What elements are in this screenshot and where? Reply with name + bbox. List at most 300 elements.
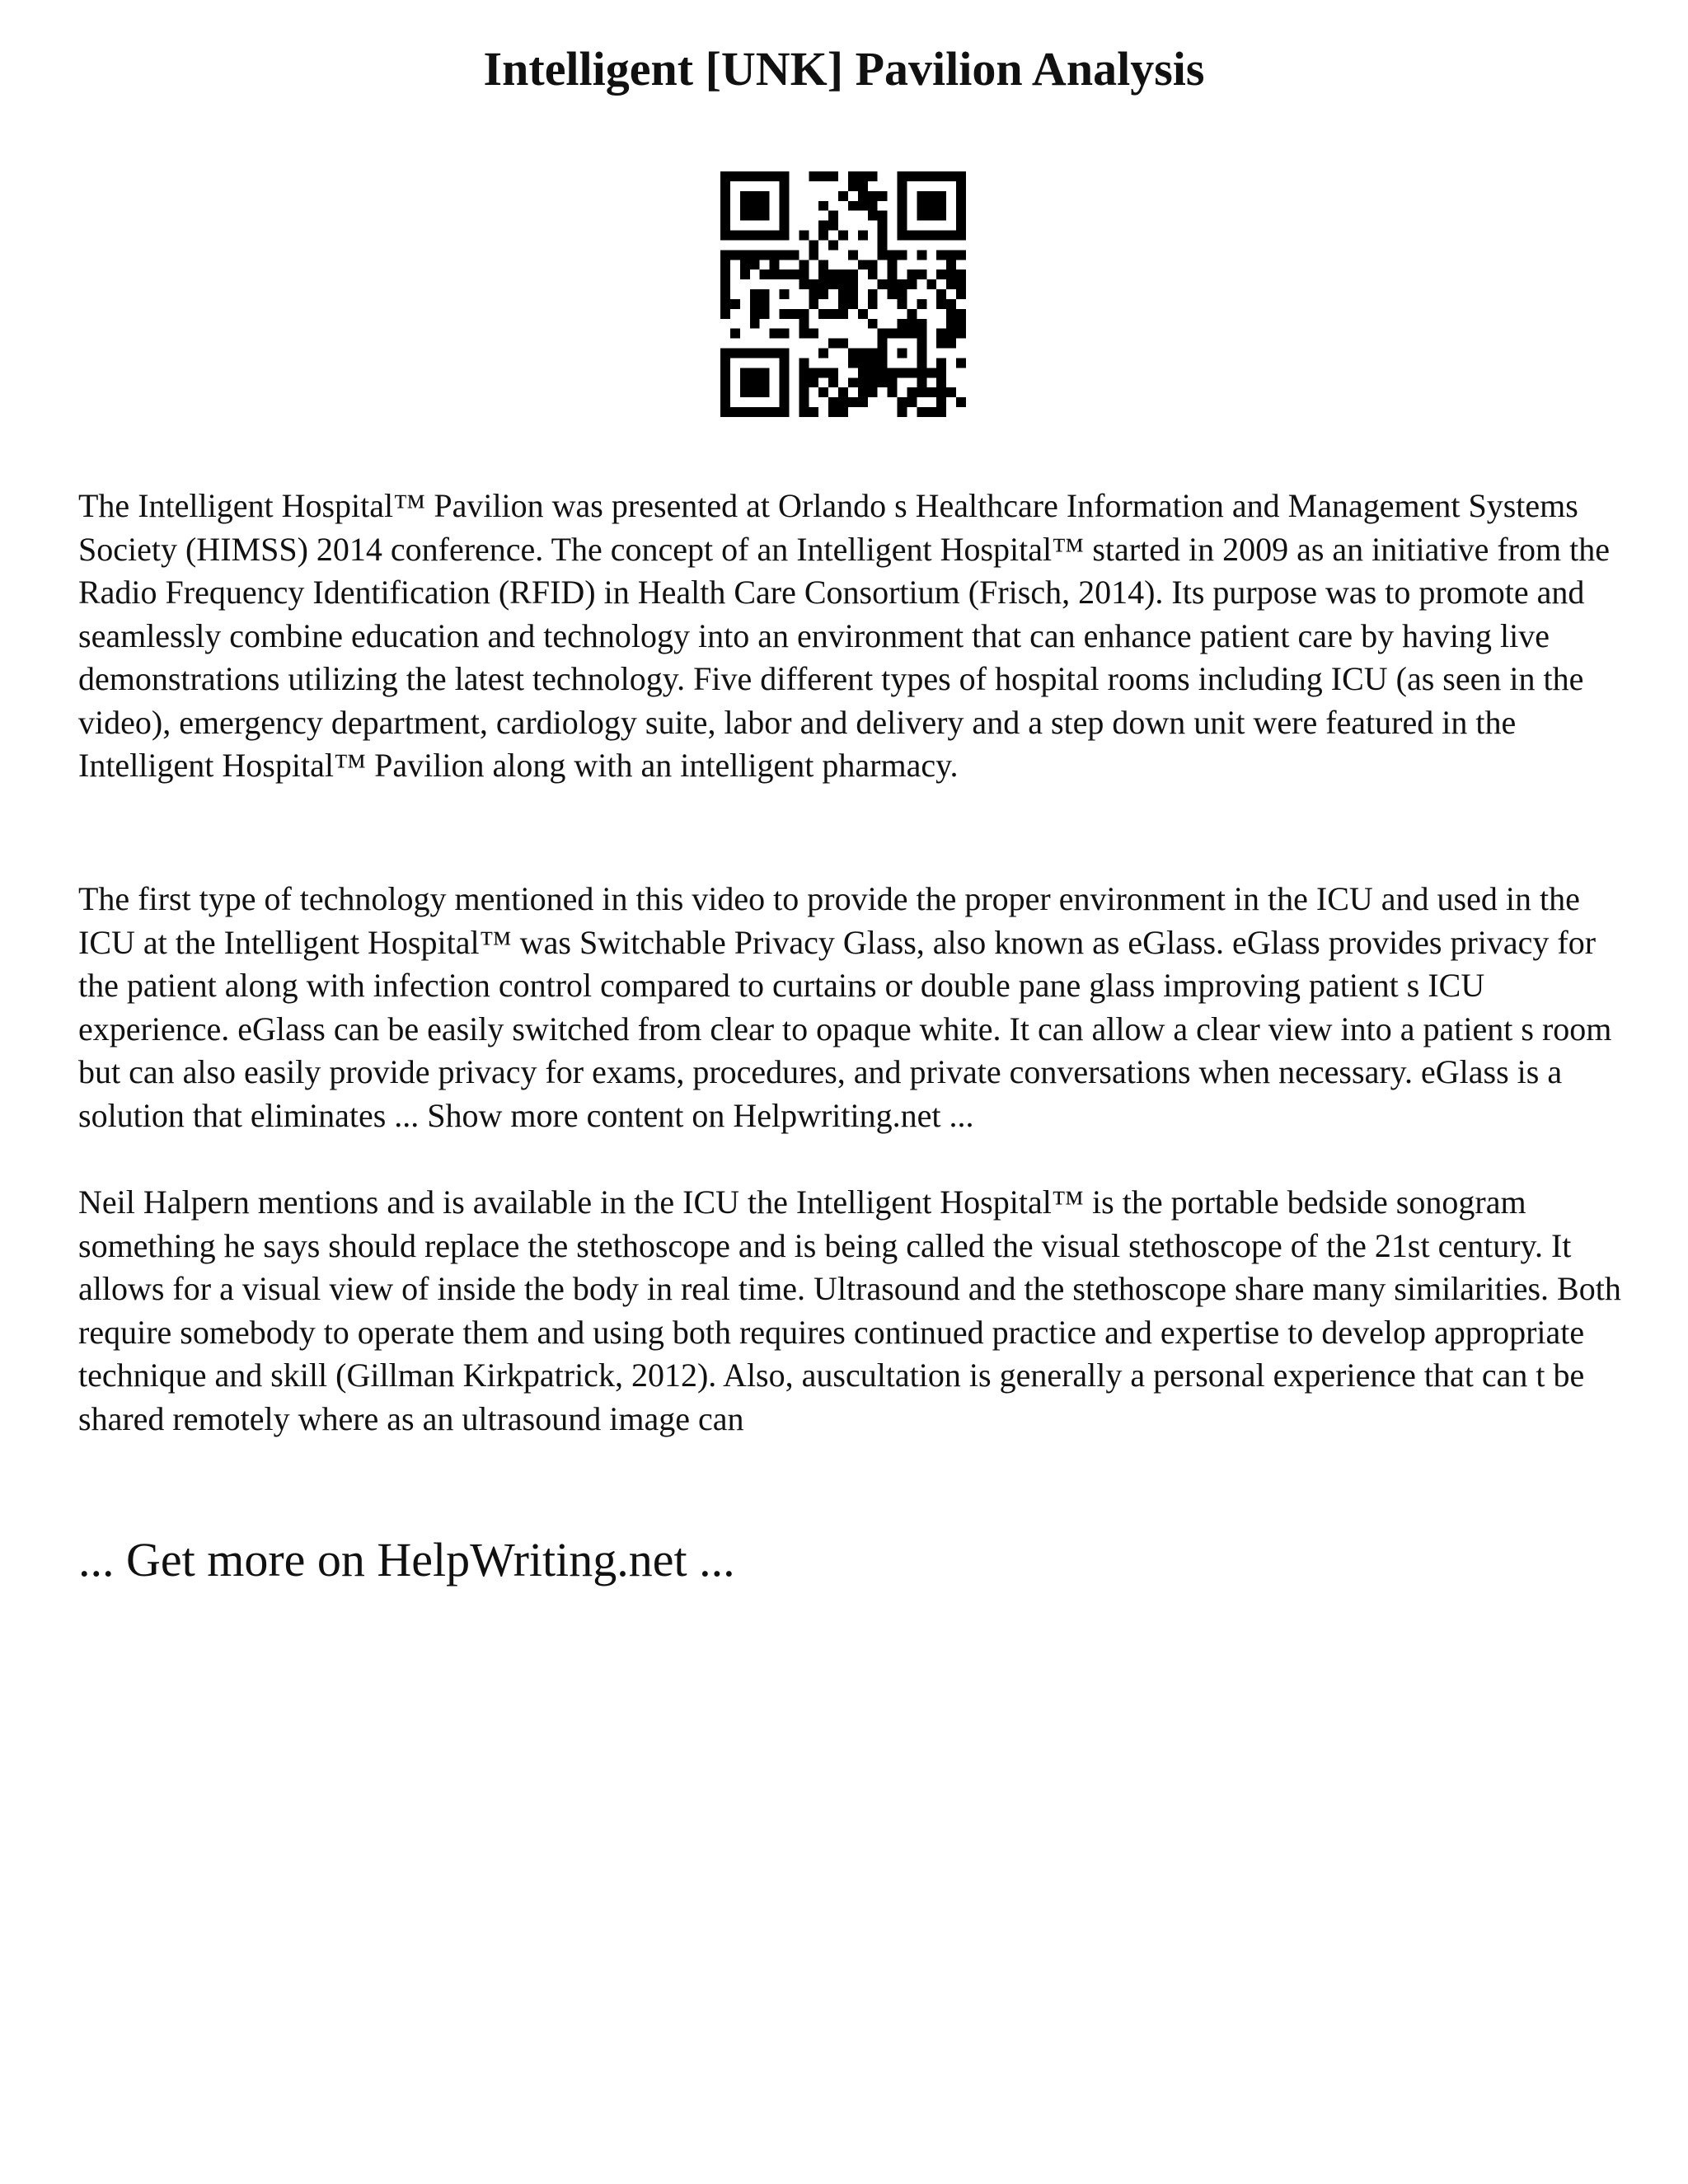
qr-module bbox=[926, 231, 936, 241]
qr-module bbox=[946, 309, 956, 319]
qr-module bbox=[956, 201, 966, 211]
qr-module bbox=[956, 329, 966, 339]
qr-module bbox=[720, 171, 730, 181]
qr-module bbox=[720, 387, 730, 397]
qr-module bbox=[936, 339, 946, 349]
qr-module bbox=[926, 368, 936, 377]
qr-module bbox=[946, 260, 956, 269]
qr-module bbox=[898, 279, 907, 289]
qr-module bbox=[740, 387, 750, 397]
qr-module bbox=[898, 171, 907, 181]
qr-module bbox=[730, 299, 740, 309]
qr-module bbox=[946, 329, 956, 339]
qr-module bbox=[789, 269, 799, 279]
qr-module bbox=[770, 329, 780, 339]
qr-module bbox=[848, 181, 858, 191]
qr-module bbox=[956, 279, 966, 289]
qr-module bbox=[838, 299, 848, 309]
qr-module bbox=[917, 329, 926, 339]
qr-module bbox=[818, 279, 828, 289]
qr-module bbox=[809, 377, 818, 387]
qr-module bbox=[936, 191, 946, 201]
qr-module bbox=[750, 309, 760, 319]
qr-module bbox=[760, 349, 770, 359]
qr-module bbox=[809, 171, 818, 181]
qr-module bbox=[740, 201, 750, 211]
qr-module bbox=[907, 397, 917, 407]
qr-module bbox=[868, 260, 878, 269]
qr-module bbox=[799, 260, 809, 269]
qr-module bbox=[868, 211, 878, 221]
qr-code-graphic bbox=[720, 171, 966, 417]
qr-module bbox=[799, 269, 809, 279]
qr-module bbox=[720, 211, 730, 221]
qr-module bbox=[809, 240, 818, 250]
qr-module bbox=[888, 368, 898, 377]
qr-module bbox=[926, 211, 936, 221]
qr-module bbox=[936, 397, 946, 407]
qr-module bbox=[917, 211, 926, 221]
qr-module bbox=[858, 387, 868, 397]
qr-module bbox=[740, 368, 750, 377]
qr-module bbox=[828, 309, 838, 319]
document-title: Intelligent [UNK] Pavilion Analysis bbox=[483, 42, 1205, 96]
qr-module bbox=[878, 368, 888, 377]
qr-module bbox=[936, 231, 946, 241]
qr-module bbox=[888, 289, 898, 299]
qr-module bbox=[848, 171, 858, 181]
qr-module bbox=[799, 407, 809, 417]
qr-module bbox=[917, 231, 926, 241]
qr-module bbox=[750, 377, 760, 387]
qr-module bbox=[956, 397, 966, 407]
qr-module bbox=[848, 397, 858, 407]
qr-module bbox=[898, 319, 907, 329]
qr-module bbox=[946, 171, 956, 181]
qr-module bbox=[828, 279, 838, 289]
qr-module bbox=[848, 289, 858, 299]
qr-module bbox=[720, 201, 730, 211]
qr-module bbox=[720, 269, 730, 279]
qr-module bbox=[868, 377, 878, 387]
qr-module bbox=[828, 397, 838, 407]
qr-module bbox=[868, 191, 878, 201]
qr-module bbox=[936, 171, 946, 181]
qr-module bbox=[750, 319, 760, 329]
qr-module bbox=[848, 349, 858, 359]
qr-module bbox=[946, 231, 956, 241]
qr-module bbox=[760, 201, 770, 211]
qr-module bbox=[946, 279, 956, 289]
qr-module bbox=[760, 309, 770, 319]
qr-module bbox=[848, 279, 858, 289]
qr-module bbox=[858, 349, 868, 359]
qr-module bbox=[898, 211, 907, 221]
qr-module bbox=[818, 231, 828, 241]
qr-module bbox=[740, 211, 750, 221]
qr-module bbox=[868, 201, 878, 211]
qr-module bbox=[809, 299, 818, 309]
qr-module bbox=[946, 250, 956, 260]
qr-module bbox=[868, 358, 878, 368]
qr-module bbox=[848, 269, 858, 279]
qr-module bbox=[750, 201, 760, 211]
qr-module bbox=[838, 279, 848, 289]
qr-module bbox=[838, 269, 848, 279]
qr-module bbox=[750, 191, 760, 201]
qr-module bbox=[956, 221, 966, 231]
qr-module bbox=[799, 377, 809, 387]
qr-module bbox=[789, 250, 799, 260]
qr-module bbox=[956, 231, 966, 241]
qr-module bbox=[780, 368, 790, 377]
qr-module bbox=[789, 309, 799, 319]
qr-module bbox=[907, 387, 917, 397]
paragraph-intro: The Intelligent Hospital™ Pavilion was presented at Orlando s Healthcare Information and Management Systems Society (HIMSS) 2014 conference. The concept of an Intelligent Hospital™ started in 2009 as an initiative from the Radio Frequency Identification (RFID) in Health Care Consortium (Frisch, 2014). Its purpose was to promote and seamlessly combine education and technology into an environment that can enhance patient care by having live demonstrations utilizing the latest technology. Five different types of hospital rooms including ICU (as seen in the video), emergency department, cardiology suite, labor and delivery and a step down unit were featured in the Intelligent Hospital™ Pavilion along with an intelligent pharmacy. bbox=[78, 487, 1610, 784]
qr-module bbox=[760, 368, 770, 377]
qr-module bbox=[917, 269, 926, 279]
qr-module bbox=[907, 171, 917, 181]
qr-module bbox=[936, 407, 946, 417]
qr-module bbox=[838, 231, 848, 241]
qr-module bbox=[760, 377, 770, 387]
qr-module bbox=[780, 329, 790, 339]
qr-module bbox=[917, 250, 926, 260]
qr-module bbox=[740, 269, 750, 279]
qr-module bbox=[730, 349, 740, 359]
qr-module bbox=[740, 171, 750, 181]
qr-module bbox=[818, 368, 828, 377]
qr-module bbox=[936, 368, 946, 377]
qr-module bbox=[818, 171, 828, 181]
qr-module bbox=[878, 329, 888, 339]
qr-module bbox=[917, 407, 926, 417]
qr-module bbox=[888, 377, 898, 387]
qr-module bbox=[760, 191, 770, 201]
qr-module bbox=[956, 358, 966, 368]
qr-module bbox=[838, 387, 848, 397]
qr-module bbox=[760, 299, 770, 309]
qr-module bbox=[720, 368, 730, 377]
qr-module bbox=[809, 279, 818, 289]
qr-module bbox=[838, 309, 848, 319]
qr-module bbox=[780, 181, 790, 191]
qr-module bbox=[799, 231, 809, 241]
qr-module bbox=[936, 250, 946, 260]
qr-module bbox=[838, 339, 848, 349]
qr-module bbox=[720, 260, 730, 269]
qr-module bbox=[858, 309, 868, 319]
qr-module bbox=[799, 387, 809, 397]
qr-module bbox=[936, 299, 946, 309]
qr-module bbox=[838, 289, 848, 299]
qr-module bbox=[740, 231, 750, 241]
qr-module bbox=[740, 260, 750, 269]
qr-module bbox=[750, 250, 760, 260]
qr-module bbox=[878, 211, 888, 221]
qr-module bbox=[720, 358, 730, 368]
qr-module bbox=[926, 171, 936, 181]
qr-module bbox=[809, 368, 818, 377]
get-more-link[interactable]: ... Get more on HelpWriting.net ... bbox=[78, 1533, 735, 1586]
qr-module bbox=[720, 191, 730, 201]
qr-module bbox=[926, 191, 936, 201]
qr-module bbox=[898, 329, 907, 339]
qr-module bbox=[780, 201, 790, 211]
qr-module bbox=[799, 279, 809, 289]
qr-module bbox=[780, 171, 790, 181]
qr-module bbox=[907, 309, 917, 319]
qr-module bbox=[828, 221, 838, 231]
qr-module bbox=[858, 191, 868, 201]
qr-module bbox=[818, 289, 828, 299]
qr-module bbox=[770, 231, 780, 241]
qr-module bbox=[828, 269, 838, 279]
qr-module bbox=[750, 260, 760, 269]
qr-code-icon bbox=[720, 171, 966, 417]
qr-module bbox=[878, 339, 888, 349]
qr-module bbox=[858, 171, 868, 181]
qr-module bbox=[799, 319, 809, 329]
qr-module bbox=[917, 191, 926, 201]
qr-module bbox=[780, 191, 790, 201]
paragraph-eglass: The first type of technology mentioned in this video to provide the proper environment in the ICU and used in the ICU at the Intelligent Hospital™ was Switchable Privacy Glass, also known as eGlass. eGlass provides privacy for the patient along with infection control compared to curtains or double pane glass improving patient s ICU experience. eGlass can be easily switched from clear to opaque white. It can allow a clear view into a patient s room but can also easily provide privacy for exams, procedures, and private conversations when necessary. eGlass is a solution that eliminates ... Show more content on Helpwriting.net ... bbox=[78, 880, 1612, 1134]
qr-module bbox=[858, 201, 868, 211]
qr-module bbox=[898, 289, 907, 299]
qr-module bbox=[760, 171, 770, 181]
qr-module bbox=[878, 358, 888, 368]
qr-module bbox=[878, 377, 888, 387]
qr-module bbox=[848, 377, 858, 387]
qr-module bbox=[868, 289, 878, 299]
qr-module bbox=[888, 269, 898, 279]
qr-module bbox=[946, 299, 956, 309]
qr-module bbox=[898, 250, 907, 260]
qr-module bbox=[898, 231, 907, 241]
qr-module bbox=[898, 407, 907, 417]
qr-module bbox=[809, 407, 818, 417]
qr-module bbox=[750, 231, 760, 241]
qr-module bbox=[730, 171, 740, 181]
qr-module bbox=[828, 377, 838, 387]
qr-module bbox=[936, 211, 946, 221]
qr-module bbox=[926, 407, 936, 417]
qr-module bbox=[730, 407, 740, 417]
qr-module bbox=[730, 231, 740, 241]
qr-module bbox=[770, 407, 780, 417]
qr-module bbox=[760, 387, 770, 397]
qr-module bbox=[956, 181, 966, 191]
qr-module bbox=[926, 201, 936, 211]
qr-module bbox=[780, 387, 790, 397]
qr-module bbox=[917, 201, 926, 211]
qr-module bbox=[780, 221, 790, 231]
qr-module bbox=[878, 231, 888, 241]
qr-module bbox=[750, 299, 760, 309]
qr-module bbox=[878, 250, 888, 260]
qr-module bbox=[818, 221, 828, 231]
qr-module bbox=[868, 299, 878, 309]
qr-module bbox=[818, 387, 828, 397]
qr-module bbox=[780, 211, 790, 221]
qr-module bbox=[760, 211, 770, 221]
qr-module bbox=[868, 387, 878, 397]
qr-module bbox=[770, 349, 780, 359]
qr-module bbox=[898, 299, 907, 309]
qr-module bbox=[780, 397, 790, 407]
qr-module bbox=[809, 329, 818, 339]
qr-module bbox=[828, 171, 838, 181]
qr-module bbox=[956, 250, 966, 260]
qr-module bbox=[780, 377, 790, 387]
qr-module bbox=[868, 171, 878, 181]
qr-module bbox=[868, 319, 878, 329]
qr-module bbox=[936, 329, 946, 339]
qr-module bbox=[956, 309, 966, 319]
qr-module bbox=[868, 368, 878, 377]
qr-module bbox=[858, 397, 868, 407]
qr-module bbox=[858, 377, 868, 387]
qr-module bbox=[898, 201, 907, 211]
qr-module bbox=[720, 231, 730, 241]
qr-module bbox=[818, 269, 828, 279]
qr-module bbox=[888, 329, 898, 339]
qr-module bbox=[907, 269, 917, 279]
qr-module bbox=[936, 201, 946, 211]
qr-module bbox=[868, 349, 878, 359]
qr-module bbox=[956, 289, 966, 299]
qr-module bbox=[956, 269, 966, 279]
qr-module bbox=[770, 269, 780, 279]
qr-module bbox=[828, 407, 838, 417]
qr-module bbox=[750, 289, 760, 299]
qr-module bbox=[828, 339, 838, 349]
qr-module bbox=[898, 191, 907, 201]
qr-module bbox=[818, 201, 828, 211]
qr-module bbox=[888, 260, 898, 269]
qr-module bbox=[907, 279, 917, 289]
qr-module bbox=[780, 289, 790, 299]
paragraph-sonogram: Neil Halpern mentions and is available in the ICU the Intelligent Hospital™ is the portable bedside sonogram something he says should replace the stethoscope and is being called the visual stethoscope of the 21st century. It allows for a visual view of inside the body in real time. Ultrasound and the stethoscope share many similarities. Both require somebody to operate them and using both requires continued practice and expertise to develop appropriate technique and skill (Gillman Kirkpatrick, 2012). Also, auscultation is generally a personal experience that can t be shared remotely where as an ultrasound image can bbox=[78, 1183, 1621, 1437]
qr-module bbox=[730, 329, 740, 339]
qr-module bbox=[809, 289, 818, 299]
qr-module bbox=[750, 387, 760, 397]
qr-module bbox=[858, 231, 868, 241]
qr-module bbox=[946, 319, 956, 329]
qr-module bbox=[780, 269, 790, 279]
qr-module bbox=[917, 349, 926, 359]
qr-module bbox=[720, 377, 730, 387]
qr-module bbox=[799, 329, 809, 339]
qr-module bbox=[799, 309, 809, 319]
qr-module bbox=[760, 231, 770, 241]
qr-module bbox=[780, 309, 790, 319]
qr-module bbox=[917, 319, 926, 329]
qr-module bbox=[907, 329, 917, 339]
qr-module bbox=[838, 407, 848, 417]
qr-module bbox=[917, 339, 926, 349]
qr-module bbox=[917, 299, 926, 309]
qr-module bbox=[740, 407, 750, 417]
qr-module bbox=[878, 349, 888, 359]
qr-module bbox=[917, 358, 926, 368]
qr-module bbox=[809, 250, 818, 260]
qr-module bbox=[848, 358, 858, 368]
qr-module bbox=[720, 221, 730, 231]
qr-module bbox=[848, 250, 858, 260]
qr-module bbox=[740, 349, 750, 359]
qr-module bbox=[907, 231, 917, 241]
qr-module bbox=[828, 211, 838, 221]
qr-module bbox=[917, 171, 926, 181]
qr-module bbox=[878, 279, 888, 289]
qr-module bbox=[770, 250, 780, 260]
qr-module bbox=[740, 377, 750, 387]
qr-module bbox=[956, 211, 966, 221]
qr-module bbox=[760, 269, 770, 279]
qr-module bbox=[868, 269, 878, 279]
qr-module bbox=[770, 171, 780, 181]
qr-module bbox=[720, 407, 730, 417]
qr-module bbox=[750, 349, 760, 359]
qr-module bbox=[780, 407, 790, 417]
qr-module bbox=[878, 221, 888, 231]
qr-module bbox=[956, 171, 966, 181]
qr-module bbox=[760, 289, 770, 299]
qr-module bbox=[907, 368, 917, 377]
qr-module bbox=[848, 299, 858, 309]
qr-module bbox=[898, 221, 907, 231]
qr-module bbox=[946, 269, 956, 279]
qr-module bbox=[720, 181, 730, 191]
qr-module bbox=[740, 191, 750, 201]
qr-module bbox=[740, 250, 750, 260]
qr-module bbox=[898, 368, 907, 377]
qr-module bbox=[898, 181, 907, 191]
qr-module bbox=[750, 368, 760, 377]
qr-module bbox=[917, 387, 926, 397]
qr-module bbox=[780, 250, 790, 260]
qr-module bbox=[878, 240, 888, 250]
qr-module bbox=[917, 377, 926, 387]
qr-module bbox=[888, 279, 898, 289]
qr-module bbox=[926, 387, 936, 397]
qr-module bbox=[858, 358, 868, 368]
qr-module bbox=[888, 387, 898, 397]
qr-module bbox=[720, 289, 730, 299]
qr-module bbox=[818, 309, 828, 319]
qr-module bbox=[780, 231, 790, 241]
qr-module bbox=[946, 387, 956, 397]
qr-module bbox=[750, 407, 760, 417]
qr-module bbox=[720, 250, 730, 260]
qr-module bbox=[858, 260, 868, 269]
qr-module bbox=[818, 349, 828, 359]
qr-module bbox=[780, 349, 790, 359]
qr-module bbox=[848, 201, 858, 211]
qr-module bbox=[898, 349, 907, 359]
qr-module bbox=[750, 211, 760, 221]
qr-module bbox=[956, 319, 966, 329]
qr-module bbox=[878, 191, 888, 201]
qr-module bbox=[720, 279, 730, 289]
qr-module bbox=[720, 309, 730, 319]
qr-module bbox=[720, 349, 730, 359]
qr-module bbox=[936, 358, 946, 368]
qr-module bbox=[888, 250, 898, 260]
qr-module bbox=[956, 191, 966, 201]
qr-module bbox=[760, 250, 770, 260]
